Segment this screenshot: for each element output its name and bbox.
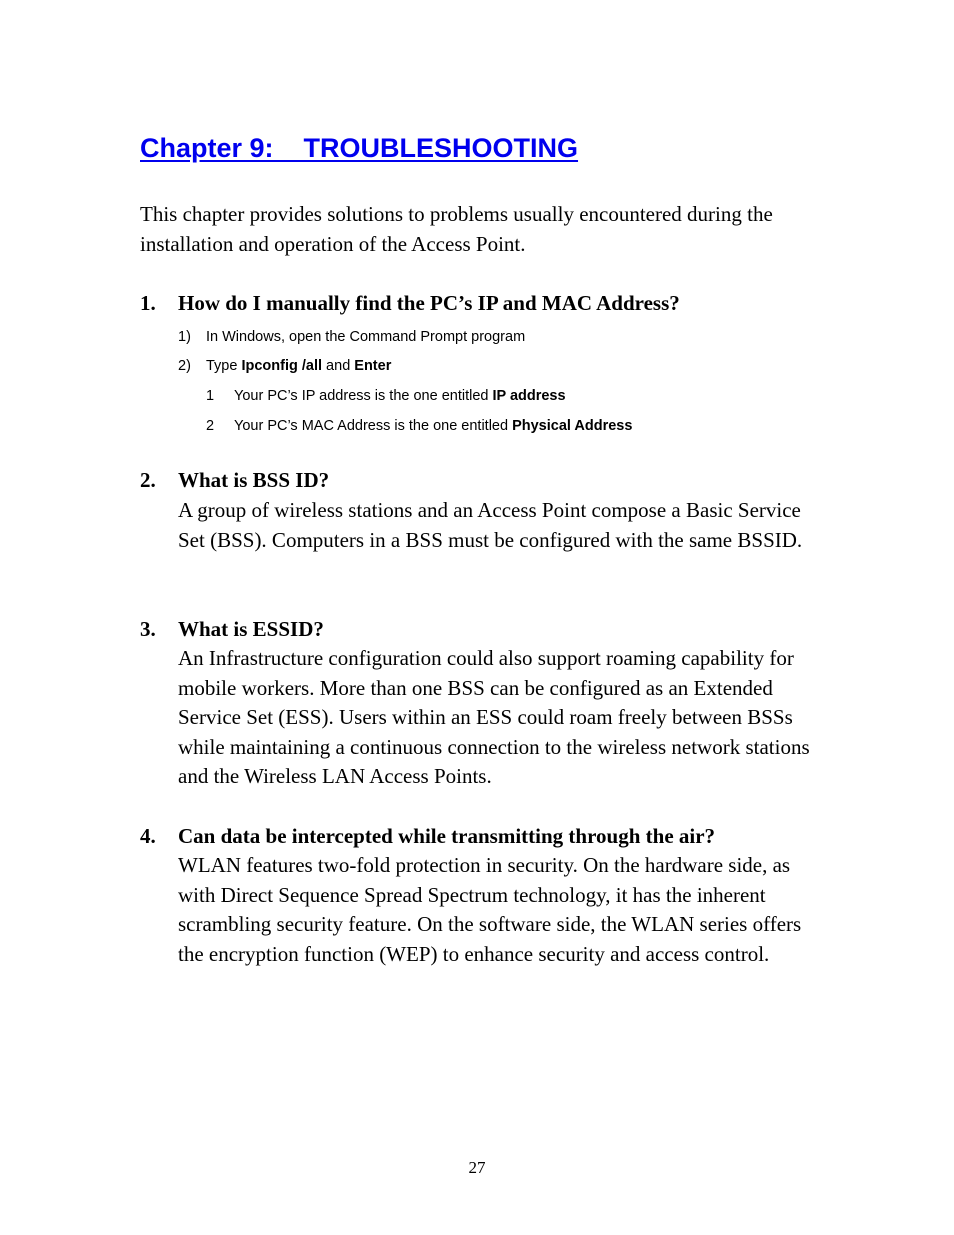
substep-2-bold: Physical Address bbox=[512, 418, 633, 434]
substep-2 bbox=[206, 416, 632, 436]
substep-1-number: 1 bbox=[206, 388, 215, 404]
chapter-title[interactable]: Chapter 9: TROUBLESHOOTING bbox=[140, 133, 579, 163]
step-1-text: In Windows, open the Command Prompt program bbox=[206, 329, 526, 345]
question-2-heading bbox=[140, 466, 329, 496]
step-1 bbox=[178, 327, 525, 347]
question-2-number: 2. bbox=[140, 468, 156, 492]
substep-1-bold: IP address bbox=[492, 388, 566, 404]
step-1-number: 1) bbox=[178, 329, 191, 345]
question-4-answer: WLAN features two-fold protection in security. On the hardware side, as with Direct Sequence Spread Spectrum technology, it has the inherent scrambling security feature. On the software side, the WLAN series offers the encryption function (WEP) to enhance security and access control. bbox=[178, 853, 802, 966]
question-4-number: 4. bbox=[140, 824, 156, 848]
page-number: 27 bbox=[468, 1158, 486, 1177]
step-2-command: Ipconfig /all bbox=[241, 358, 323, 374]
substep-1 bbox=[206, 386, 566, 406]
substep-2-text: Your PC’s MAC Address is the one entitled bbox=[234, 418, 513, 434]
step-2-key: Enter bbox=[354, 358, 392, 374]
step-2-number: 2) bbox=[178, 358, 191, 374]
intro-paragraph: This chapter provides solutions to problems usually encountered during the installation and operation of the Access Point. bbox=[140, 202, 773, 256]
question-1-title: How do I manually find the PC’s IP and MAC Address? bbox=[178, 291, 680, 315]
question-4-title: Can data be intercepted while transmitting through the air? bbox=[178, 824, 716, 848]
question-1-number: 1. bbox=[140, 291, 156, 315]
question-2-answer: A group of wireless stations and an Access Point compose a Basic Service Set (BSS). Computers in a BSS must be configured with the same BSSID. bbox=[178, 498, 803, 552]
step-2-middle: and bbox=[322, 358, 355, 374]
question-1-heading bbox=[140, 289, 680, 319]
step-2 bbox=[178, 356, 391, 376]
question-2-title: What is BSS ID? bbox=[178, 468, 330, 492]
substep-1-text: Your PC’s IP address is the one entitled bbox=[234, 388, 493, 404]
question-3-number: 3. bbox=[140, 617, 156, 641]
question-3-title: What is ESSID? bbox=[178, 617, 324, 641]
question-3-answer: An Infrastructure configuration could also support roaming capability for mobile workers. More than one BSS can be configured as an Extended Service Set (ESS). Users within an ESS could roam freely between BSSs while maintaining a continuous connection to the wireless network stations and the Wireless LAN Access Points. bbox=[178, 646, 810, 788]
step-2-prefix: Type bbox=[206, 358, 242, 374]
substep-2-number: 2 bbox=[206, 418, 215, 434]
question-4-heading bbox=[140, 822, 715, 852]
question-3-heading bbox=[140, 615, 324, 645]
